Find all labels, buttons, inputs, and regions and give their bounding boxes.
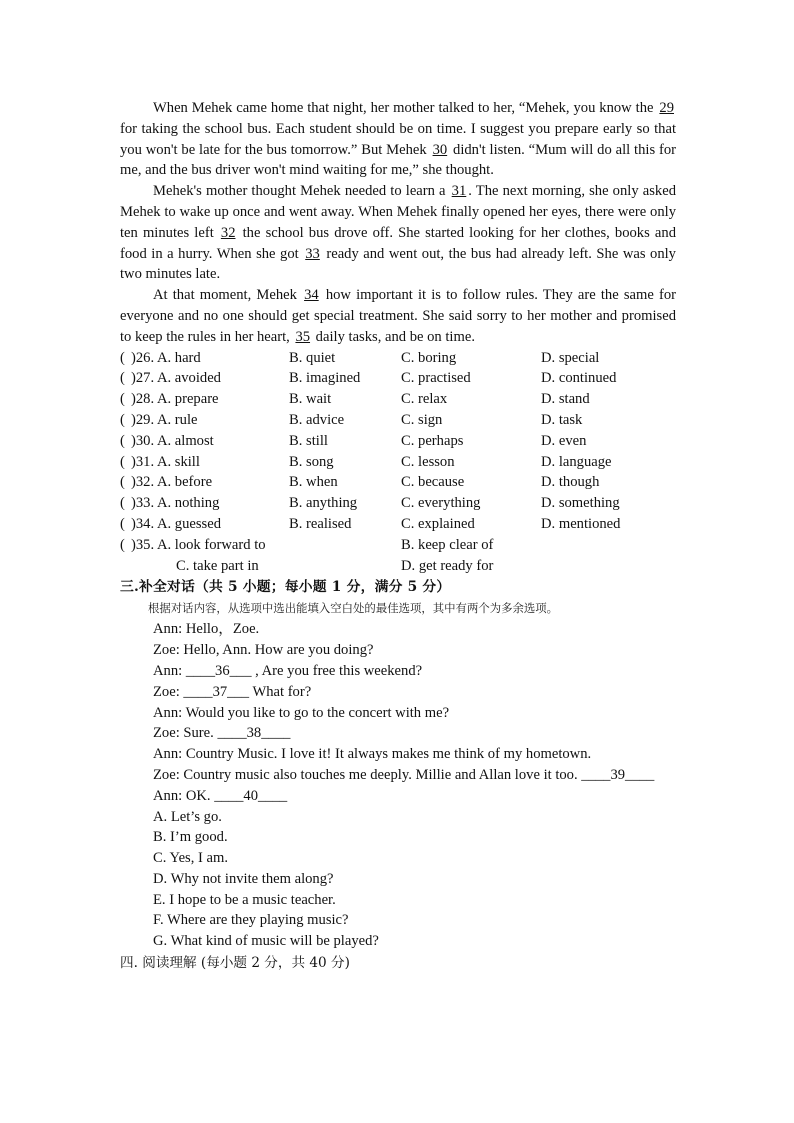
text-run: didn't listen. “Mum will do all this for me, and the bus driver won't mind waiting for me,” she thought. (120, 141, 677, 179)
option-b: B. quiet (289, 349, 336, 366)
dialogue-line: Ann: ____36___ , Are you free this weekend? (153, 662, 423, 679)
option-a: )31. A. skill (131, 453, 200, 470)
option-a: )34. A. guessed (131, 515, 221, 532)
option-c: C. practised (401, 370, 471, 387)
option-c: C. take part in (176, 557, 259, 574)
option-d: D. stand (541, 391, 590, 408)
answer-paren: ( (120, 432, 125, 449)
option-b: B. imagined (289, 370, 361, 387)
answer-paren: ( (120, 411, 125, 428)
section-3-instruction: 根据对话内容，从选项中选出能填入空白处的最佳选项，其中有两个为多余选项。 (148, 601, 559, 616)
option-row-31 (120, 452, 676, 473)
indent-spacer (120, 556, 176, 577)
option-c: C. because (401, 474, 465, 491)
choice-item: A. Let’s go. (153, 808, 222, 825)
dialogue-line: Ann: Country Music. I love it! It always makes me think of my hometown. (153, 746, 592, 763)
option-b: B. still (289, 432, 328, 449)
option-c: C. perhaps (401, 432, 464, 449)
option-b: B. realised (289, 515, 352, 532)
blank-31: 31 (451, 183, 467, 200)
dialogue-line: Zoe: Sure. ____38____ (153, 725, 291, 742)
option-d: D. mentioned (541, 515, 621, 532)
dialogue-line: Ann: Hello，Zoe. (153, 621, 260, 638)
option-c: C. everything (401, 495, 481, 512)
dialogue-choices (120, 807, 676, 953)
option-row-35-cont (120, 556, 676, 577)
text-run: daily tasks, and be on time. (312, 328, 475, 345)
answer-paren: ( (120, 370, 125, 387)
option-d: D. continued (541, 370, 617, 387)
option-b: B. keep clear of (401, 536, 494, 553)
dialogue-line-long: Zoe: Country music also touches me deeply. Millie and Allan love it too. ____39____ (153, 766, 655, 783)
option-row-26 (120, 348, 676, 369)
option-c: C. lesson (401, 453, 455, 470)
answer-paren: ( (120, 474, 125, 491)
answer-paren: ( (120, 515, 125, 532)
answer-paren: ( (120, 349, 125, 366)
blank-33: 33 (305, 245, 320, 262)
text-run: for taking the school bus. Each student should be on time. I suggest you prepare early so that you won't be late for the bus tomorrow.” But Mehek (120, 120, 676, 158)
blank-30: 30 (432, 141, 448, 158)
option-d: D. something (541, 495, 620, 512)
option-c: C. relax (401, 391, 448, 408)
option-b: B. song (289, 453, 334, 470)
option-d: D. language (541, 453, 612, 470)
option-d: D. task (541, 411, 583, 428)
section-3-title: 三.补全对话（共 5 小题；每小题 1 分，满分 5 分） (120, 579, 451, 596)
dialogue (120, 619, 676, 806)
option-c: C. sign (401, 411, 443, 428)
option-d: D. though (541, 474, 600, 491)
option-a: )35. A. look forward to (131, 536, 266, 553)
option-a: )29. A. rule (131, 411, 198, 428)
blank-29: 29 (659, 100, 674, 116)
choice-item: F. Where are they playing music? (153, 912, 349, 929)
blank-34: 34 (304, 287, 319, 304)
choice-item: C. Yes, I am. (153, 850, 229, 867)
exam-page (120, 98, 676, 974)
option-row-29 (120, 410, 676, 431)
passage-paragraph-1 (120, 98, 676, 181)
option-a: )32. A. before (131, 474, 213, 491)
blank-35: 35 (295, 328, 311, 345)
option-a: )33. A. nothing (131, 495, 220, 512)
choice-item: B. I’m good. (153, 829, 228, 846)
option-d: D. get ready for (401, 557, 494, 574)
text-run: At that moment, Mehek (153, 287, 303, 304)
option-row-30 (120, 431, 676, 452)
option-d: D. even (541, 432, 587, 449)
dialogue-line: Ann: Would you like to go to the concert with me? (153, 704, 450, 721)
text-run: the school bus drove off. She started looking for her clothes, books and food in a hurry. When she got (120, 224, 676, 262)
choice-item: D. Why not invite them along? (153, 870, 334, 887)
option-b: B. advice (289, 411, 345, 428)
option-row-28 (120, 389, 676, 410)
options-list (120, 348, 676, 577)
answer-paren: ( (120, 495, 125, 512)
option-b: B. wait (289, 391, 332, 408)
option-row-27 (120, 368, 676, 389)
option-row-34 (120, 514, 676, 535)
dialogue-line: Ann: OK. ____40____ (153, 787, 288, 804)
answer-paren: ( (120, 391, 125, 408)
option-a: )30. A. almost (131, 432, 214, 449)
option-c: C. explained (401, 515, 475, 532)
option-a: )26. A. hard (131, 349, 201, 366)
text-run: . The next morning, she only asked Mehek to wake up once and went away. When Mehek finally opened her eyes, there were only ten minutes left (120, 183, 676, 241)
blank-32: 32 (220, 224, 236, 241)
choice-item: E. I hope to be a music teacher. (153, 891, 336, 908)
option-row-33 (120, 493, 676, 514)
text-run: When Mehek came home that night, her mother talked to her, “Mehek, you know the (153, 100, 658, 116)
answer-paren: ( (120, 453, 125, 470)
option-a: )27. A. avoided (131, 370, 221, 387)
passage-paragraph-3 (120, 285, 676, 347)
dialogue-line: Zoe: ____37___ What for? (153, 683, 312, 700)
text-run: Mehek's mother thought Mehek needed to learn a (153, 183, 450, 200)
answer-paren: ( (120, 536, 125, 553)
text-run: ready and went out, the bus had already left. She was only two minutes late. (120, 245, 676, 283)
choice-item: G. What kind of music will be played? (153, 933, 379, 950)
option-row-32 (120, 472, 676, 493)
passage-paragraph-2 (120, 181, 676, 285)
option-c: C. boring (401, 349, 457, 366)
dialogue-line: Zoe: Hello, Ann. How are you doing? (153, 642, 374, 659)
option-row-35 (120, 535, 676, 556)
text-run: how important it is to follow rules. They are the same for everyone and no one should get special treatment. She said sorry to her mother and promised to keep the rules in her heart, (120, 287, 676, 345)
option-d: D. special (541, 349, 600, 366)
option-a: )28. A. prepare (131, 391, 219, 408)
section-4-title: 四. 阅读理解 (每小题 2 分，共 40 分) (120, 955, 350, 972)
option-b: B. anything (289, 495, 358, 512)
option-b: B. when (289, 474, 338, 491)
